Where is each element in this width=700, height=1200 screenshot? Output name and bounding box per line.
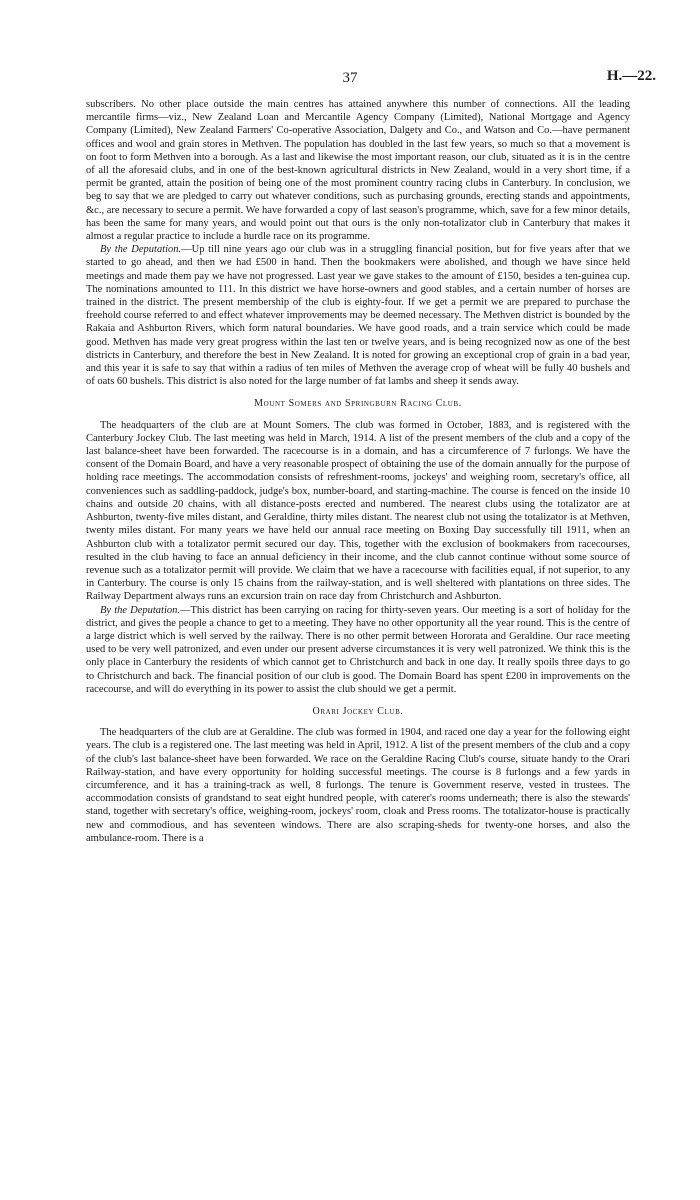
document-body bbox=[86, 98, 630, 845]
section-heading: Orari Jockey Club. bbox=[312, 705, 404, 717]
paragraph: By the Deputation.—Up till nine years ago our club was in a struggling financial position, but for five years after that we started to go ahead, and then we had £500 in hand. Then the bookmakers were abolished, and though we have since held meetings and made them pay we have not progressed. Last year we gave stakes to the amount of £150, besides a ten-guinea cup. The nominations amounted to 111. In this district we have horse-owners and good stables, and a certain number of horses are trained in the district. The present membership of the club is eighty-four. If we get a permit we are prepared to purchase the freehold course referred to and effect whatever improvements may be deemed necessary. The Methven district is bounded by the Rakaia and Ashburton Rivers, which form natural boundaries. We have good roads, and a train service which could be made good. Methven has made very great progress within the last ten or twelve years, and is being recognized now as one of the best districts in Canterbury, and therefore the best in New Zealand. It is noted for growing an exceptional crop of grain in a bad year, and this year it is safe to say that within a radius of ten miles of Methven the average crop of wheat will be fully 40 bushels and of oats 60 bushels. This district is also noted for the large number of fat lambs and sheep it sends away. bbox=[86, 244, 630, 388]
section-heading: Mount Somers and Springburn Racing Club. bbox=[254, 398, 462, 410]
deputation-label: By the Deputation. bbox=[100, 244, 182, 256]
document-reference: H.—22. bbox=[606, 68, 656, 84]
page-number: 37 bbox=[342, 70, 358, 86]
deputation-label: By the Deputation. bbox=[100, 604, 181, 616]
paragraph: The headquarters of the club are at Mount Somers. The club was formed in October, 1883, and is registered with the Canterbury Jockey Club. The last meeting was held in March, 1914. A list of the present members of the club and a copy of the last balance-sheet have been forwarded. The racecourse is in a domain, and has a circumference of 7 furlongs. We have the consent of the Domain Board, and have a very reasonable prospect of obtaining the use of the domain annually for the purpose of holding race meetings. The accommodation consists of refreshment-rooms, jockeys' and weighing room, secretary's office, all conveniences such as saddling-paddock, judge's box, number-board, and starting-machine. The course is fenced on the inside 10 chains and outside 20 chains, with all distance-posts erected and numbered. The nearest clubs using the totalizator are at Ashburton, twenty-five miles distant, and Geraldine, thirty miles distant. The nearest club not using the totalizator is at Methven, twenty miles distant. For many years we have held our annual race meeting on Boxing Day successfully till 1911, when an Ashburton club with a totalizator permit secured our day. This, together with the exclusion of bookmakers from racecourses, resulted in the club having to face an annual deficiency in their income, and the club cannot continue without some source of revenue such as a totalizator permit will provide. We claim that we have a racecourse with facilities equal, if not superior, to any in Canterbury. The course is only 15 chains from the railway-station, and is well sheltered with plantations on three sides. The Railway Department always runs an excursion train on race day from Christchurch and Ashburton. bbox=[86, 419, 630, 603]
paragraph: The headquarters of the club are at Geraldine. The club was formed in 1904, and raced one day a year for the following eight years. The club is a registered one. The last meeting was held in April, 1912. A list of the present members of the club and a copy of the club's last balance-sheet have been forwarded. We race on the Geraldine Racing Club's course, situate handy to the Orari Railway-station, and have every opportunity for holding successful meetings. The course is 8 furlongs and a few yards in circumference, and it has a training-track as well, 8 furlongs. The tenure is Government reserve, vested in trustees. The accommodation consists of grandstand to seat eight hundred people, with caterer's rooms underneath; there is also the stewards' stand, together with secretary's office, weighing-room, jockeys' room, cloak and Press rooms. The totalizator-house is practically new and commodious, and has seventeen windows. There are also scraping-sheds for twenty-one horses, and also the ambulance-room. There is a bbox=[86, 727, 630, 844]
paragraph: subscribers. No other place outside the main centres has attained anywhere this number of connections. All the leading mercantile firms—viz., New Zealand Loan and Mercantile Agency Company (Limited), National Mortgage and Agency Company (Limited), New Zealand Farmers' Co-operative Association, Dalgety and Co., and Watson and Co.—have permanent offices and wool and grain stores in Methven. The population has doubled in the last few years, so much so that a movement is on foot to form Methven into a borough. As a last and likewise the most important reason, our club, situated as it is in the centre of all the aforesaid clubs, and in one of the best-known agricultural districts in New Zealand, would in a very short time, if a permit be granted, attain the position of being one of the most prominent country racing clubs in Canterbury. In conclusion, we beg to say that we are pledged to carry out whatever conditions, such as purchasing grounds, erecting stands and appointments, &c., are necessary to secure a permit. We have forwarded a copy of last season's programme, which, save for a few minor details, has been the same for many years, and would point out that ours is the only non-totalizator club in Canterbury that makes it almost a regular practice to include a hurdle race on its programme. bbox=[86, 99, 630, 243]
paragraph: By the Deputation.—This district has been carrying on racing for thirty-seven years. Our meeting is a sort of holiday for the district, and gives the people a chance to get to a meeting. They have no other opportunity all the year round. This is the centre of a large district which is well served by the railway. There is no other permit between Hororata and Geraldine. Our race meeting used to be very well patronized, and even under our present adverse circumstances it is very well patronized. We think this is the only place in Canterbury the residents of which cannot get to Christchurch and back in one day. It really spoils three days to go to Christchurch and back. The financial position of our club is good. The Domain Board has spent £200 in improvements on the racecourse, and will do everything in its power to assist the club should we get a permit. bbox=[86, 604, 630, 695]
